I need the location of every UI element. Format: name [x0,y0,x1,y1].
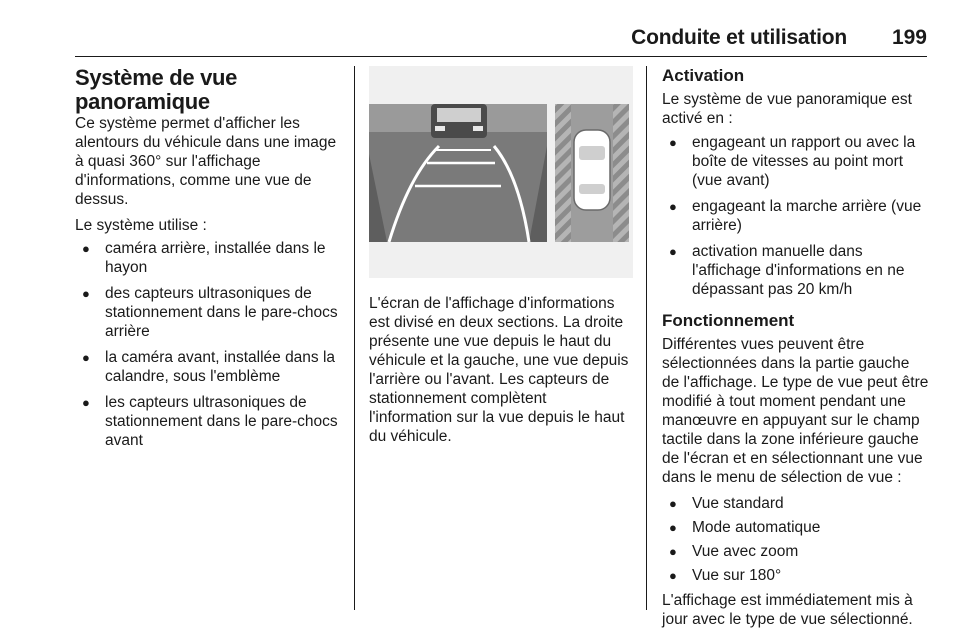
intro-paragraph: Ce système permet d'afficher les alentours du véhicule dans une image à quasi 360° sur l'affichage d'informations, comme une vue de dessus. [75,115,337,208]
list-item: ● les capteurs ultrasoniques de stationnement dans le pare-chocs avant [75,393,343,450]
column-divider-left [354,66,355,610]
function-heading: Fonctionnement [662,311,795,330]
column-divider-right [646,66,647,610]
section-title: Conduite et utilisation [631,26,847,49]
list-item: ● la caméra avant, installée dans la calandre, sous l'emblème [75,348,343,386]
right-column [662,66,930,636]
function-paragraph: Différentes vues peuvent être sélectionnées dans la partie gauche de l'affichage. Le type de vue peut être modifié à tout moment pendant une manœuvre en appuyant sur le champ tactile dans la zone inférieure gauche de l'écran et en sélectionnant une vue dans le menu de sélection de vue : [662,336,929,486]
left-column [75,66,343,457]
list-item: ● engageant un rapport ou avec la boîte de vitesses au point mort (vue avant) [662,133,930,190]
section-heading: Système de vue panoramique [75,65,238,114]
view-modes-list [662,494,930,585]
activation-intro: Le système de vue panoramique est activé en : [662,91,912,127]
page-number: 199 [891,26,927,49]
list-item: ● Vue sur 180° [662,566,930,585]
activation-heading: Activation [662,66,745,85]
list-item: ● Mode automatique [662,518,930,537]
list-item: ● engageant la marche arrière (vue arrière) [662,197,930,235]
list-item: ● caméra arrière, installée dans le hayon [75,239,343,277]
components-list [75,239,343,450]
camera-display-illustration [369,66,633,278]
list-item: ● des capteurs ultrasoniques de stationnement dans le pare-chocs arrière [75,284,343,341]
list-item: ● Vue standard [662,494,930,513]
list-item: ● activation manuelle dans l'affichage d'informations en ne dépassant pas 20 km/h [662,242,930,299]
figure-caption: L'écran de l'affichage d'informations est divisé en deux sections. La droite présente une vue depuis le haut du véhicule et la gauche, une vue depuis l'arrière ou l'avant. Les capteurs de stationnement complètent l'information sur la vue depuis le haut du véhicule. [369,295,629,445]
activation-list [662,133,930,299]
closing-paragraph: L'affichage est immédiatement mis à jour avec le type de vue sélectionné. [662,592,913,628]
uses-label: Le système utilise : [75,217,207,234]
page-header [75,26,927,57]
vehicle-top-view [574,130,610,210]
display-drawing [369,66,633,278]
list-item: ● Vue avec zoom [662,542,930,561]
middle-column [369,66,633,453]
